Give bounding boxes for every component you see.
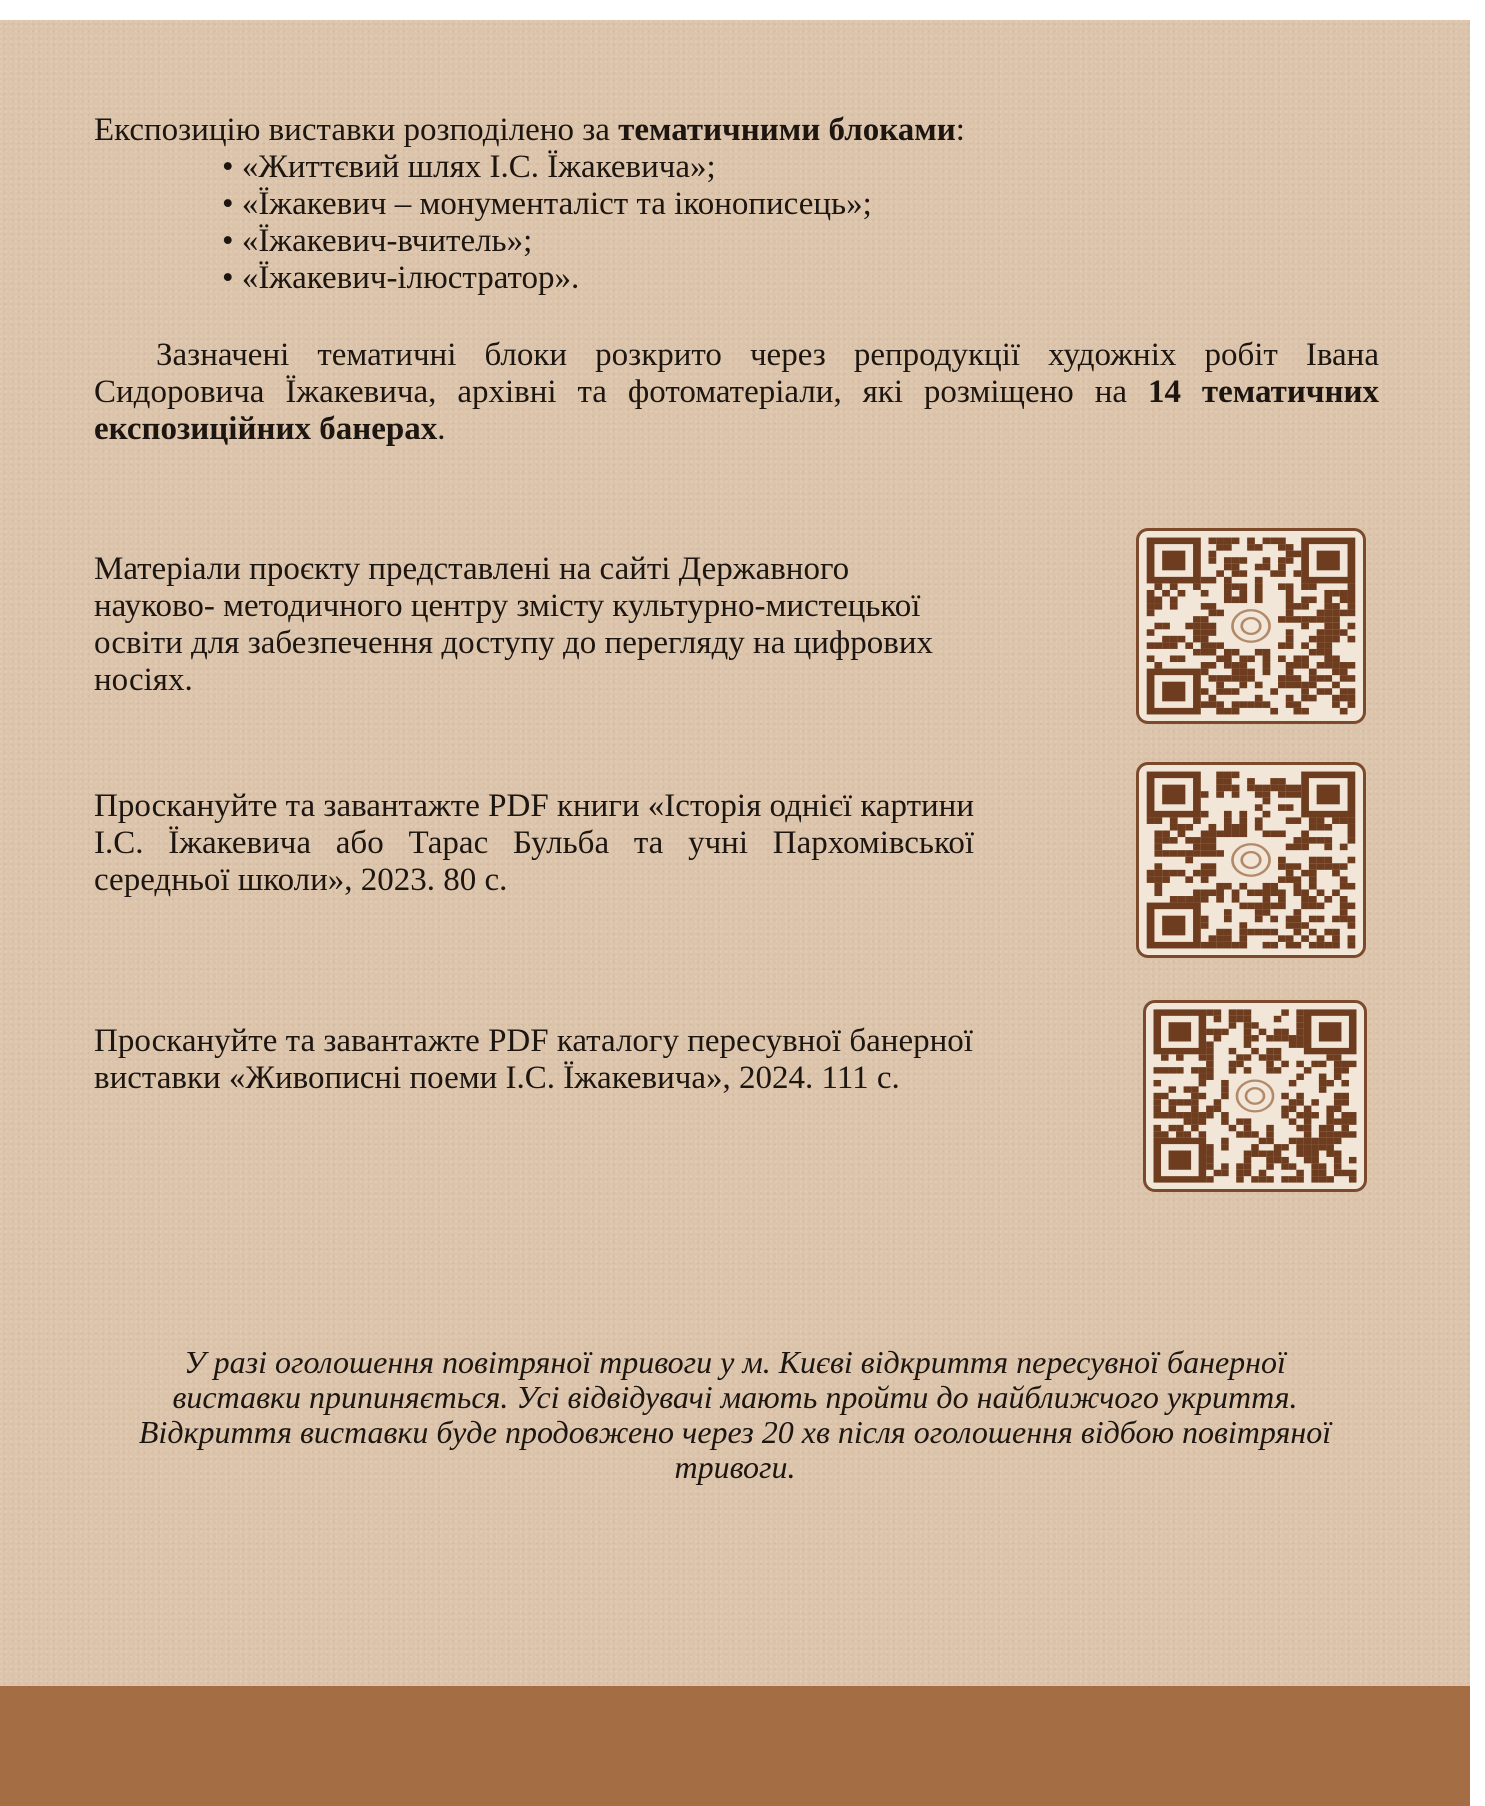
notice-line: У разі оголошення повітряної тривоги у м. Києві відкриття пересувної банерної виставки припиняється. Усі відвідувачі мають пройти до найближчого укриття. [172, 1344, 1298, 1415]
qr-code-icon [1139, 531, 1363, 721]
theme-item: • «Життєвий шлях І.С. Їжакевича»; [222, 149, 1394, 186]
air-raid-notice [120, 1345, 1350, 1485]
qr-text-website: Матеріали проєкту представлені на сайті Державного науково- методичного центру змісту культурно-мистецької освіти для забезпечення доступу до перегляду на цифрових носіях. [94, 551, 934, 698]
qr-code-catalog[interactable] [1143, 1000, 1367, 1192]
intro-lead-bold: тематичними блоками [618, 112, 956, 148]
qr-text-book: Проскануйте та завантажте PDF книги «Історія однієї картини І.С. Їжакевича або Тарас Бульба та учні Пархомівської середньої школи», 2023. 80 с. [94, 788, 974, 898]
themes-paragraph: Зазначені тематичні блоки розкрито через репродукції художніх робіт Івана Сидоровича Їжакевича, архівні та фотоматеріали, які розміщено на 14 тематичних експозиційних банерах. [94, 337, 1379, 447]
qr-text-catalog: Проскануйте та завантажте PDF каталогу пересувної банерної виставки «Живописні поеми І.С. Їжакевича», 2024. 111 с. [94, 1023, 973, 1096]
banner-count: 14 тематичних експозиційних банерах [94, 374, 1379, 447]
theme-item: • «Їжакевич-вчитель»; [222, 223, 1394, 260]
qr-code-icon [1146, 1003, 1364, 1189]
theme-item: • «Їжакевич – монументаліст та іконописець»; [222, 186, 1394, 223]
theme-item: • «Їжакевич-ілюстратор». [222, 260, 1394, 297]
footer-band [0, 1686, 1470, 1806]
theme-list [94, 149, 1394, 297]
qr-code-website[interactable] [1136, 528, 1366, 724]
qr-code-book[interactable] [1136, 762, 1366, 958]
brochure-page [0, 20, 1470, 1806]
notice-line: Відкриття виставки буде продовжено через 20 хв після оголошення відбою повітряної тривоги. [138, 1414, 1332, 1485]
intro-section [94, 112, 1394, 297]
qr-code-icon [1139, 765, 1363, 955]
intro-lead: Експозицію виставки розподілено за тематичними блоками: [94, 112, 965, 148]
